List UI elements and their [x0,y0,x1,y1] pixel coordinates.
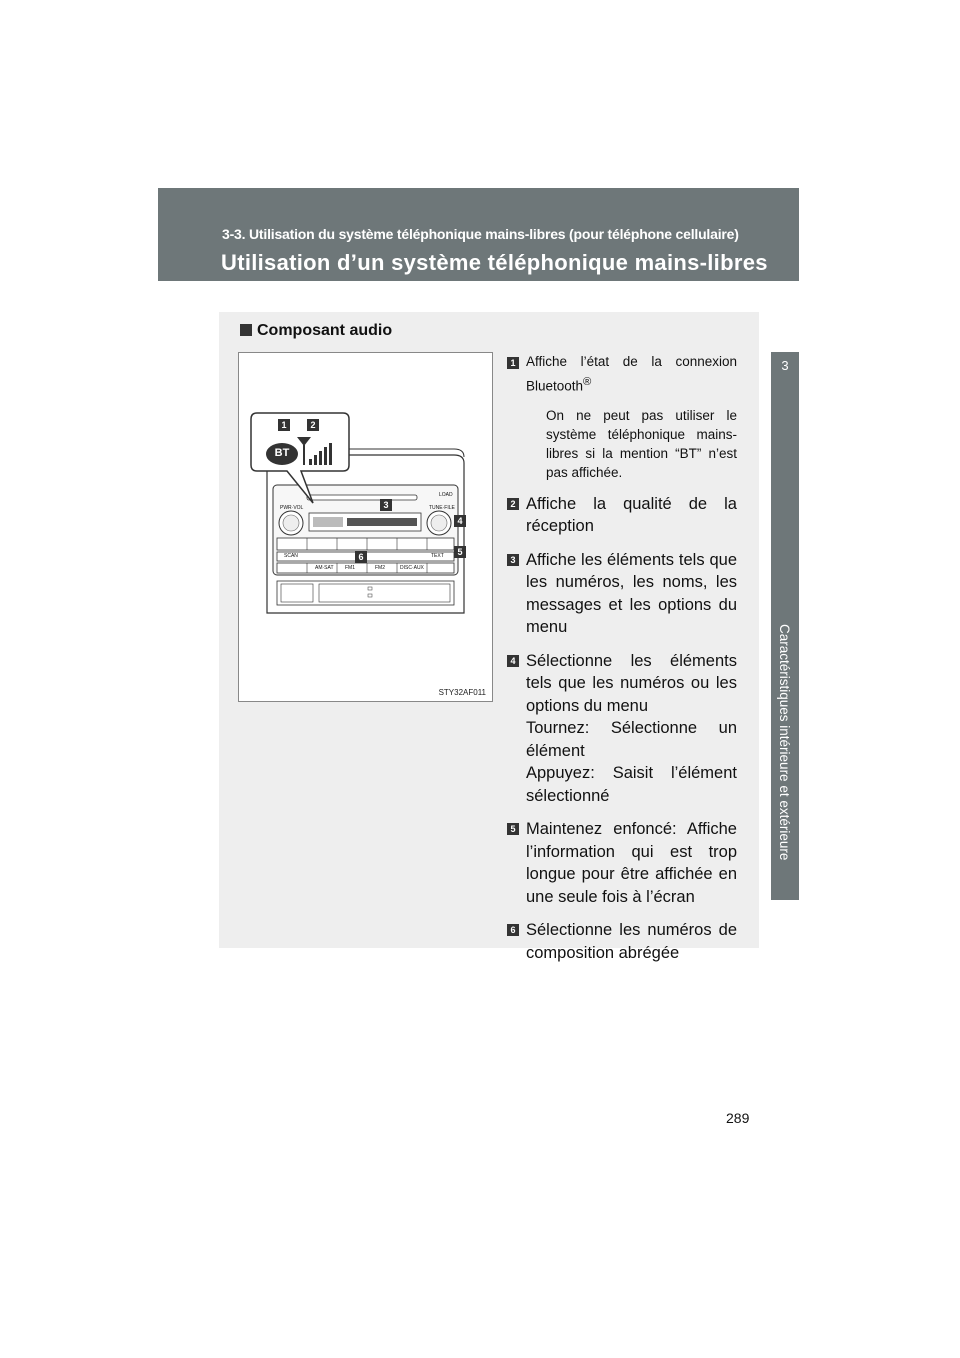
chapter-side-tab [771,352,799,900]
pwr-vol-label: PWR·VOL [280,505,304,511]
audio-unit-figure [238,352,493,702]
list-item-2 [507,493,737,538]
square-bullet-icon [240,324,252,336]
list-item-1 [507,352,737,482]
item-badge-2: 2 [507,498,519,510]
item-badge-4: 4 [507,655,519,667]
item-badge-3: 3 [507,554,519,566]
list-item-6 [507,919,737,964]
item-text-1: Affiche l’état de la connexion Bluetooth [526,354,737,394]
list-item-4 [507,650,737,808]
figure-callout-6: 6 [355,551,367,563]
item-text-4-press: Appuyez: Saisit l’élément sélectionné [526,764,737,805]
audio-unit-illustration [239,353,492,701]
chapter-header [158,188,799,281]
disc-aux-label: DISC·AUX [400,565,424,571]
list-item-5 [507,818,737,908]
bt-label: BT [274,447,290,459]
item-note-1: On ne peut pas utiliser le système téléphonique mains-libres si la mention “BT” n’est pas affichée. [546,407,737,480]
am-sat-label: AM·SAT [315,565,334,571]
figure-code: STY32AF011 [438,688,486,697]
figure-callout-4: 4 [454,515,466,527]
item-text-4-turn: Tournez: Sélectionne un élément [526,719,737,760]
item-text-6: Sélectionne les numéros de composition abrégée [526,921,737,962]
item-badge-6: 6 [507,924,519,936]
fm1-label: FM1 [345,565,355,571]
figure-callout-5: 5 [454,546,466,558]
tune-file-label: TUNE·FILE [429,505,455,511]
figure-callout-2: 2 [307,419,319,431]
figure-callout-3: 3 [380,499,392,511]
item-text-5: Maintenez enfoncé: Affiche l’information qui est trop longue pour être affichée en une seule fois à l’écran [526,820,737,906]
list-item-3 [507,549,737,639]
figure-callout-1: 1 [278,419,290,431]
section-title: 3-3. Utilisation du système téléphonique mains-libres (pour téléphone cellulaire) [222,226,739,242]
box-title-text: Composant audio [257,322,393,339]
scan-label: SCAN [284,553,298,559]
item-text-3: Affiche les éléments tels que les numéros, les noms, les messages et les options du menu [526,550,737,636]
fm2-label: FM2 [375,565,385,571]
box-title [240,322,392,340]
item-badge-5: 5 [507,823,519,835]
item-badge-1: 1 [507,357,519,369]
chapter-number: 3 [781,358,789,373]
page-title: Utilisation d’un système téléphonique mains-libres [221,250,768,275]
chapter-label: Caractéristiques intérieure et extérieure [777,624,792,861]
text-label: TEXT [431,553,444,559]
load-label: LOAD [439,492,453,498]
item-text-2: Affiche la qualité de la réception [526,494,737,535]
page-number: 289 [726,1110,750,1126]
registered-mark: ® [583,376,592,388]
callout-descriptions [507,352,737,975]
item-text-4: Sélectionne les éléments tels que les numéros ou les options du menu [526,651,737,715]
